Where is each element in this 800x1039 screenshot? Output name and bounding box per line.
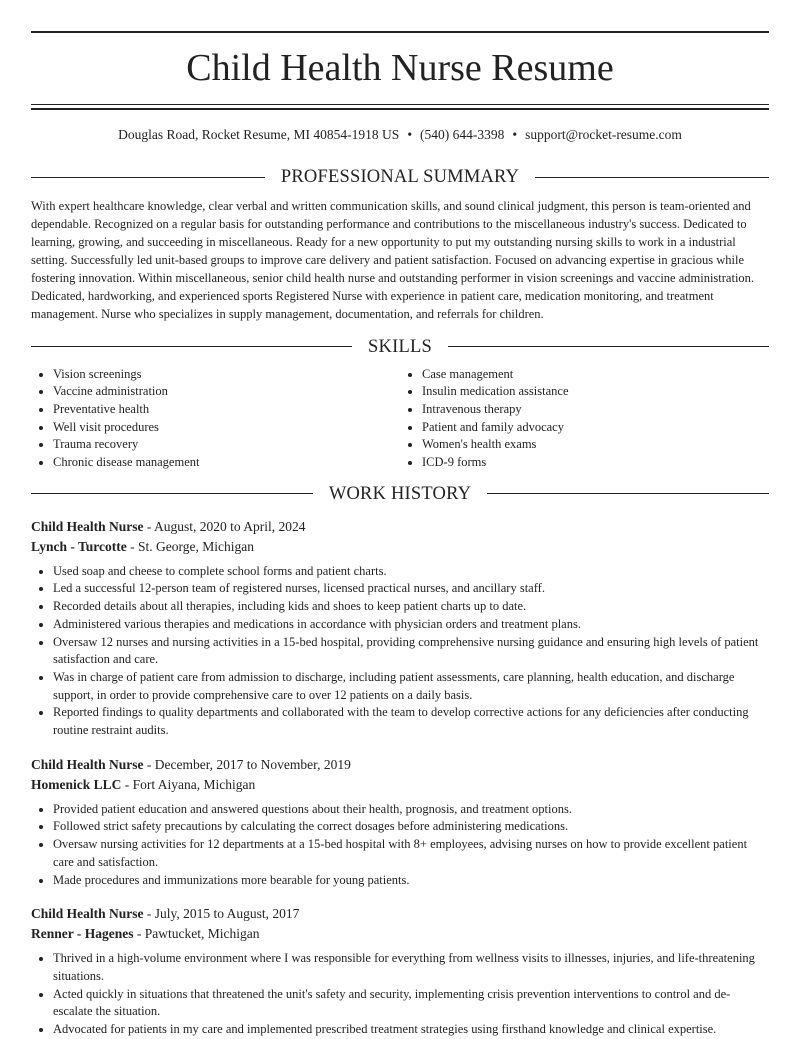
job-company-line [31,537,769,557]
skill-item: • Women's health exams [422,436,769,454]
job-bullet: • Advocated for patients in my care and implemented prescribed treatment strategies using firsthand knowledge and clinical expertise. [53,1021,769,1039]
job-bullets [31,801,769,890]
job-title-line [31,755,769,775]
resume-title: Child Health Nurse Resume [186,47,614,89]
skill-item: • Patient and family advocacy [422,419,769,437]
skills-list-right [400,366,769,472]
section-rule [31,346,352,347]
contact-phone: (540) 644-3398 [420,127,505,142]
job-location: - Pawtucket, Michigan [133,926,260,942]
job-bullet: • Reported findings to quality departments and collaborated with the team to develop corrective actions for any deficiencies after conducting routine restraint audits. [53,704,769,739]
skill-item: • Chronic disease management [53,454,400,472]
contact-separator: • [407,127,413,142]
job-entry [31,517,769,740]
job-bullets [31,563,769,740]
job-dates: - December, 2017 to November, 2019 [143,756,351,772]
section-rule [31,493,313,494]
job-bullet: • Made procedures and immunizations more bearable for young patients. [53,872,769,890]
work-heading: WORK HISTORY [328,483,472,504]
job-company: Renner - Hagenes [31,926,134,942]
summary-heading: PROFESSIONAL SUMMARY [280,167,520,187]
skill-item: • Preventative health [53,401,400,419]
section-rule [448,346,769,347]
job-bullet: • Oversaw 12 nurses and nursing activities in a 15-bed hospital, providing comprehensive nursing guidance and ensuring high levels of patient satisfaction and care. [53,634,769,669]
job-bullet: • Acted quickly in situations that threatened the unit's safety and security, implementing crisis prevention interventions to control and de-escalate the situation. [53,986,769,1021]
job-bullet: • Followed strict safety precautions by calculating the correct dosages before administering medications. [53,818,769,836]
skill-item: • Vision screenings [53,366,400,384]
skill-item: • Case management [422,366,769,384]
skills-columns [31,366,769,472]
job-company: Lynch - Turcotte [31,538,127,554]
job-bullet: • Was in charge of patient care from admission to discharge, including patient assessments, care planning, health education, and discharge support, in order to provide comprehensive care to over 12 patients on a daily basis. [53,669,769,704]
job-bullet: • Thrived in a high-volume environment where I was responsible for everything from wellness visits to illnesses, injuries, and life-threatening situations. [53,950,769,985]
skills-heading: SKILLS [368,336,432,357]
job-company-line [31,775,769,795]
job-location: - Fort Aiyana, Michigan [121,776,256,792]
skills-section-header [31,336,769,358]
job-title: Child Health Nurse [31,518,144,534]
skill-item: • Trauma recovery [53,436,400,454]
job-bullet: • Administered various therapies and medications in accordance with physician orders and treatment plans. [53,616,769,634]
skill-item: • Well visit procedures [53,419,400,437]
job-company-line [31,924,769,944]
contact-email: support@rocket-resume.com [525,127,682,142]
job-entry [31,755,769,890]
skill-item: • Vaccine administration [53,383,400,401]
job-dates: - July, 2015 to August, 2017 [143,906,300,922]
work-section-header [31,483,769,505]
resume-page [31,0,769,1039]
summary-section-header [31,166,769,188]
job-bullet: • Led a successful 12-person team of registered nurses, licensed practical nurses, and ancillary staff. [53,580,769,598]
job-title-line [31,904,769,924]
section-rule [31,177,265,178]
job-location: - St. George, Michigan [126,538,254,554]
job-dates: - August, 2020 to April, 2024 [143,518,306,534]
skill-item: • ICD-9 forms [422,454,769,472]
contact-separator: • [512,127,518,142]
job-entry [31,904,769,1039]
section-rule [535,177,769,178]
job-bullet: • Oversaw nursing activities for 12 departments at a 15-bed hospital with 8+ employees, advising nurses on how to provide excellent patient care and satisfaction. [53,836,769,871]
job-title-line [31,517,769,537]
skills-list-left [31,366,400,472]
summary-text: With expert healthcare knowledge, clear verbal and written communication skills, and sound clinical judgment, this person is team-oriented and dependable. Recognized on a regular basis for outstanding performance and contributions to the miscellaneous industry's success. Dedicated to learning, growing, and succeeding in miscellaneous. Ready for a new opportunity to put my outstanding nursing skills to work in a industrial setting. Successfully led unit-based groups to improve care delivery and patient satisfaction. Focused on advancing expertise in gracious while fostering innovation. Within miscellaneous, senior child health nurse and outstanding performer in vision screenings and vaccine administration. Dedicated, hardworking, and experienced sports Registered Nurse with experience in patient care, medication monitoring, and treatment management. Nurse who specializes in supply management, documentation, and referrals for children. [31,199,755,321]
section-rule [487,493,769,494]
contact-line [31,127,769,143]
title-double-rule [31,104,769,110]
job-title: Child Health Nurse [31,756,144,772]
job-bullet: • Recorded details about all therapies, including kids and shoes to keep patient charts up to date. [53,598,769,616]
job-bullets [31,950,769,1039]
job-title: Child Health Nurse [31,906,144,922]
job-company: Homenick LLC [31,776,122,792]
skill-item: • Insulin medication assistance [422,383,769,401]
job-bullet: • Used soap and cheese to complete school forms and patient charts. [53,563,769,581]
contact-address: Douglas Road, Rocket Resume, MI 40854-1918 US [118,127,400,142]
skill-item: • Intravenous therapy [422,401,769,419]
job-bullet: • Provided patient education and answered questions about their health, prognosis, and treatment options. [53,801,769,819]
